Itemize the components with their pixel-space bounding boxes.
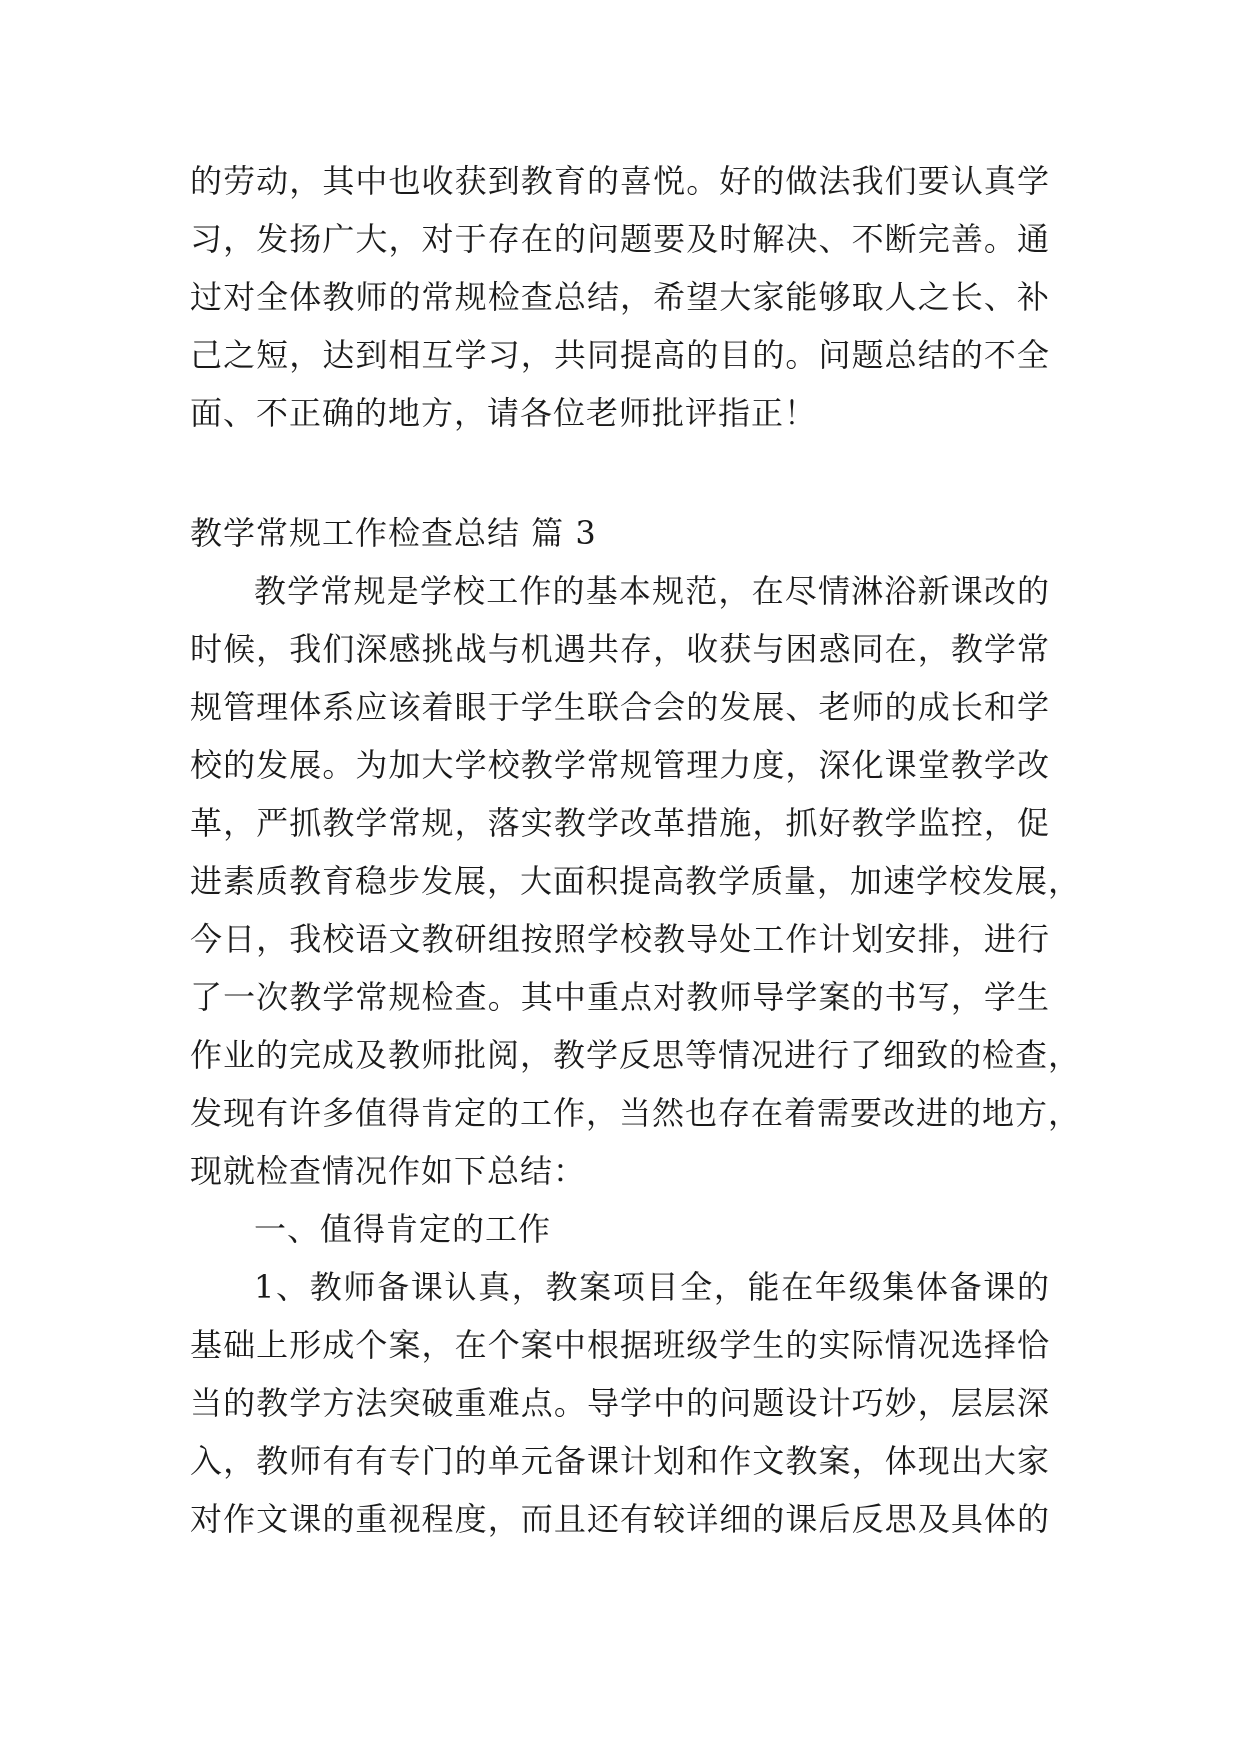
section-title: 教学常规工作检查总结 篇 3	[190, 514, 597, 552]
text-line: 规管理体系应该着眼于学生联合会的发展、老师的成长和学	[190, 688, 1050, 726]
document-body	[190, 152, 1082, 1548]
text-line: 习，发扬广大，对于存在的问题要及时解决、不断完善。通	[190, 220, 1050, 258]
text-line: 了一次教学常规检查。其中重点对教师导学案的书写，学生	[190, 978, 1050, 1016]
paragraph-intro	[190, 562, 1082, 1200]
text-line: 革，严抓教学常规，落实教学改革措施，抓好教学监控，促	[190, 804, 1050, 842]
subheading: 一、值得肯定的工作	[254, 1210, 552, 1248]
text-line: 入，教师有有专门的单元备课计划和作文教案，体现出大家	[190, 1442, 1050, 1480]
text-line: 时候，我们深感挑战与机遇共存，收获与困惑同在，教学常	[190, 630, 1050, 668]
paragraph-point-1	[190, 1258, 1050, 1548]
text-line: 校的发展。为加大学校教学常规管理力度，深化课堂教学改	[190, 746, 1050, 784]
paragraph-top	[190, 152, 1050, 442]
text-line: 己之短，达到相互学习，共同提高的目的。问题总结的不全	[190, 336, 1050, 374]
text-line: 作业的完成及教师批阅，教学反思等情况进行了细致的检查，	[190, 1036, 1082, 1074]
text-line: 进素质教育稳步发展，大面积提高教学质量，加速学校发展，	[190, 862, 1082, 900]
paragraph-spacer	[190, 442, 1050, 504]
text-line: 今日，我校语文教研组按照学校教导处工作计划安排，进行	[190, 920, 1050, 958]
text-line: 1、教师备课认真，教案项目全，能在年级集体备课的	[254, 1268, 1050, 1306]
text-line: 的劳动，其中也收获到教育的喜悦。好的做法我们要认真学	[190, 162, 1050, 200]
text-line: 面、不正确的地方，请各位老师批评指正！	[190, 394, 818, 432]
text-line: 基础上形成个案，在个案中根据班级学生的实际情况选择恰	[190, 1326, 1050, 1364]
text-line: 发现有许多值得肯定的工作，当然也存在着需要改进的地方，	[190, 1094, 1082, 1132]
text-line: 当的教学方法突破重难点。导学中的问题设计巧妙，层层深	[190, 1384, 1050, 1422]
text-line: 教学常规是学校工作的基本规范，在尽情淋浴新课改的	[254, 572, 1050, 610]
text-line: 过对全体教师的常规检查总结，希望大家能够取人之长、补	[190, 278, 1050, 316]
text-line: 现就检查情况作如下总结：	[190, 1152, 587, 1190]
text-line: 对作文课的重视程度，而且还有较详细的课后反思及具体的	[190, 1500, 1050, 1538]
